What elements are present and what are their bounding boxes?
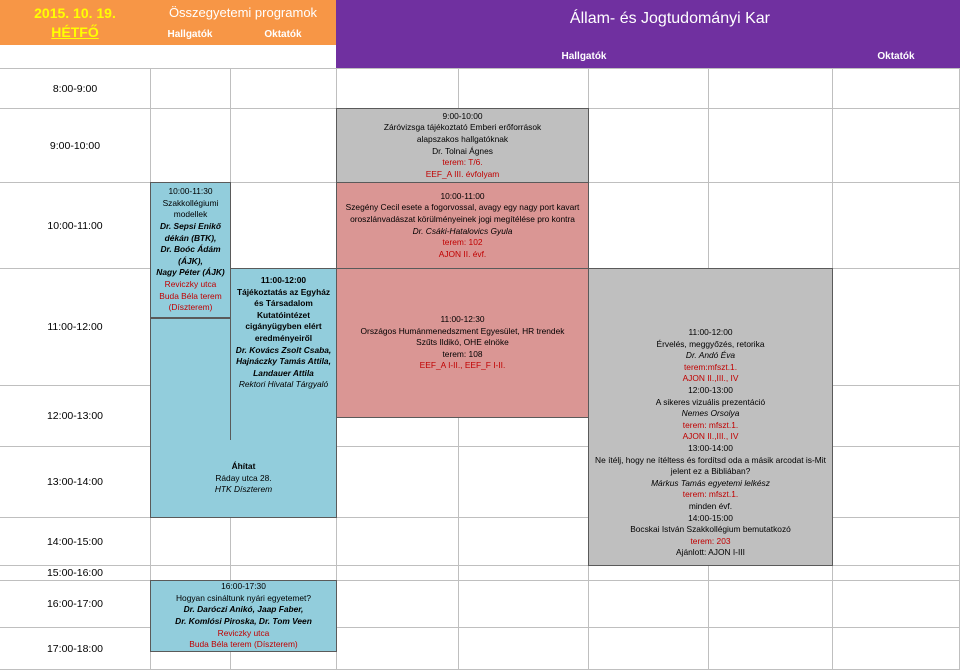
day-label: HÉTFŐ [51, 23, 99, 40]
event-place: Reviczky utca [217, 627, 270, 638]
event-speaker: Dr. Tolnai Ágnes [432, 145, 493, 156]
event-time: 10:00-11:30 [168, 186, 213, 197]
event-zarovizsga[interactable] [336, 108, 589, 183]
event-oktatok-series[interactable] [588, 268, 833, 566]
event-ohe[interactable] [336, 268, 589, 418]
event-title: Áhítat [231, 461, 256, 472]
event-audience: AJON II.,III., IV [682, 431, 739, 442]
event-place: Rektori Hivatal Tárgyaló [238, 379, 329, 390]
time-slot: 10:00-11:00 [0, 183, 150, 268]
faculty-header: Állam- és Jogtudományi Kar [336, 0, 960, 45]
time-slot: 13:00-14:00 [0, 447, 150, 517]
event-audience: minden évf. [688, 500, 733, 511]
event-room: terem: mfszt.1. [682, 419, 739, 430]
university-programs-header: Összegyetemi programok [150, 0, 336, 24]
event-audience: Ajánlott: AJON I-III [676, 547, 745, 558]
event-ahitat-text [150, 440, 337, 518]
event-title: Ne ítélj, hogy ne ítéltess és fordítsd oda a másik arcodat is-Mit jelent ez a Bibliában? [595, 454, 826, 477]
event-time: 9:00-10:00 [442, 110, 483, 121]
event-speaker: Szűts Ildikó, OHE elnöke [416, 337, 509, 348]
event-title: Érvelés, meggyőzés, retorika [656, 338, 765, 349]
event-szakkollegium[interactable] [150, 182, 231, 318]
time-slot: 16:00-17:00 [0, 581, 150, 627]
event-room: terem: 102 [442, 237, 483, 248]
col-header-hallgatok-right: Hallgatók [336, 45, 832, 68]
event-time: 11:00-12:00 [260, 275, 307, 285]
col-header-oktatok-left: Oktatók [230, 24, 336, 45]
col-header-hallgatok-left: Hallgatók [150, 24, 230, 45]
event-audience: EEF_A III. évfolyam [425, 168, 500, 179]
event-room: terem: mfszt.1. [682, 489, 739, 500]
event-title: Hogyan csináltunk nyári egyetemet? [175, 592, 311, 603]
event-speaker: Dr. Daróczi Anikó, Jaap Faber, [183, 604, 304, 615]
col-header-oktatok-right: Oktatók [832, 45, 960, 68]
event-audience: AJON II.,III., IV [682, 373, 739, 384]
event-time: 12:00-13:00 [688, 384, 733, 395]
event-time: 14:00-15:00 [688, 512, 733, 523]
event-speaker: Nagy Péter (ÁJK) [156, 267, 225, 278]
event-place: Buda Béla terem (Díszterem) [159, 290, 222, 313]
event-time: 10:00-11:00 [440, 190, 485, 201]
event-place: Buda Béla terem (Díszterem) [189, 639, 298, 650]
header-spacer [0, 45, 336, 68]
time-slot: 11:00-12:00 [0, 269, 150, 385]
event-title: Bocskai István Szakkollégium bemutatkozó [630, 524, 791, 535]
date-header [0, 0, 150, 45]
event-title: Tájékoztatás az Egyház és Társadalom Kutatóintézet cigányügyben elért eredményeiről [236, 286, 331, 343]
time-slot: 17:00-18:00 [0, 628, 150, 669]
event-speaker: Dr. Sepsi Enikő dékán (BTK), [160, 221, 221, 243]
event-place: Reviczky utca [164, 278, 217, 289]
event-room: terem:mfszt.1. [683, 361, 738, 372]
event-speaker: Dr. Komlósi Piroska, Dr. Tom Veen [175, 616, 312, 626]
event-time: 16:00-17:30 [221, 581, 266, 592]
event-nyari-egyetem[interactable] [150, 580, 337, 652]
event-room: terem: T/6. [442, 157, 483, 168]
event-speaker: Dr. Csáki-Hatalovics Gyula [412, 225, 513, 236]
event-place: HTK Díszterem [214, 484, 273, 495]
event-title: A sikeres vizuális prezentáció [655, 396, 766, 407]
event-speaker: Nemes Orsolya [681, 408, 740, 419]
event-title: Országos Humánmenedszment Egyesület, HR trendek [360, 325, 565, 336]
event-title: Záróvizsga tájékoztató Emberi erőforrások alapszakos hallgatóknak [383, 122, 542, 144]
event-audience: AJON II. évf. [438, 248, 487, 259]
date-label: 2015. 10. 19. [34, 4, 116, 21]
event-time: 11:00-12:00 [688, 327, 733, 337]
time-slot: 12:00-13:00 [0, 386, 150, 446]
event-room: terem: 203 [690, 535, 731, 546]
time-slot: 8:00-9:00 [0, 69, 150, 108]
event-place: Ráday utca 28. [215, 472, 272, 483]
event-title: Szegény Cecil esete a fogorvossal, avagy egy nagy port kavart oroszlánvadászat körülményeinek jogi megítélése pro kontra [345, 202, 580, 224]
event-time: 13:00-14:00 [688, 442, 733, 453]
time-slot: 9:00-10:00 [0, 109, 150, 182]
event-speaker: Márkus Tamás egyetemi lelkész [651, 477, 770, 488]
event-speaker: Dr. Boóc Ádám (ÁJK), [160, 244, 221, 266]
event-time: 11:00-12:30 [440, 314, 485, 325]
time-slot: 15:00-16:00 [0, 566, 150, 580]
event-speaker: Dr. Andó Éva [685, 350, 736, 361]
event-title: Szakkollégiumi modellek [162, 197, 219, 220]
event-speaker: Dr. Kovács Zsolt Csaba, Hajnáczky Tamás Attila, Landauer Attila [235, 344, 332, 378]
event-audience: EEF_A I-II., EEF_F I-II. [419, 360, 506, 371]
event-room: terem: 108 [442, 348, 483, 359]
event-szegeny-cecil[interactable] [336, 182, 589, 269]
time-slot: 14:00-15:00 [0, 518, 150, 565]
